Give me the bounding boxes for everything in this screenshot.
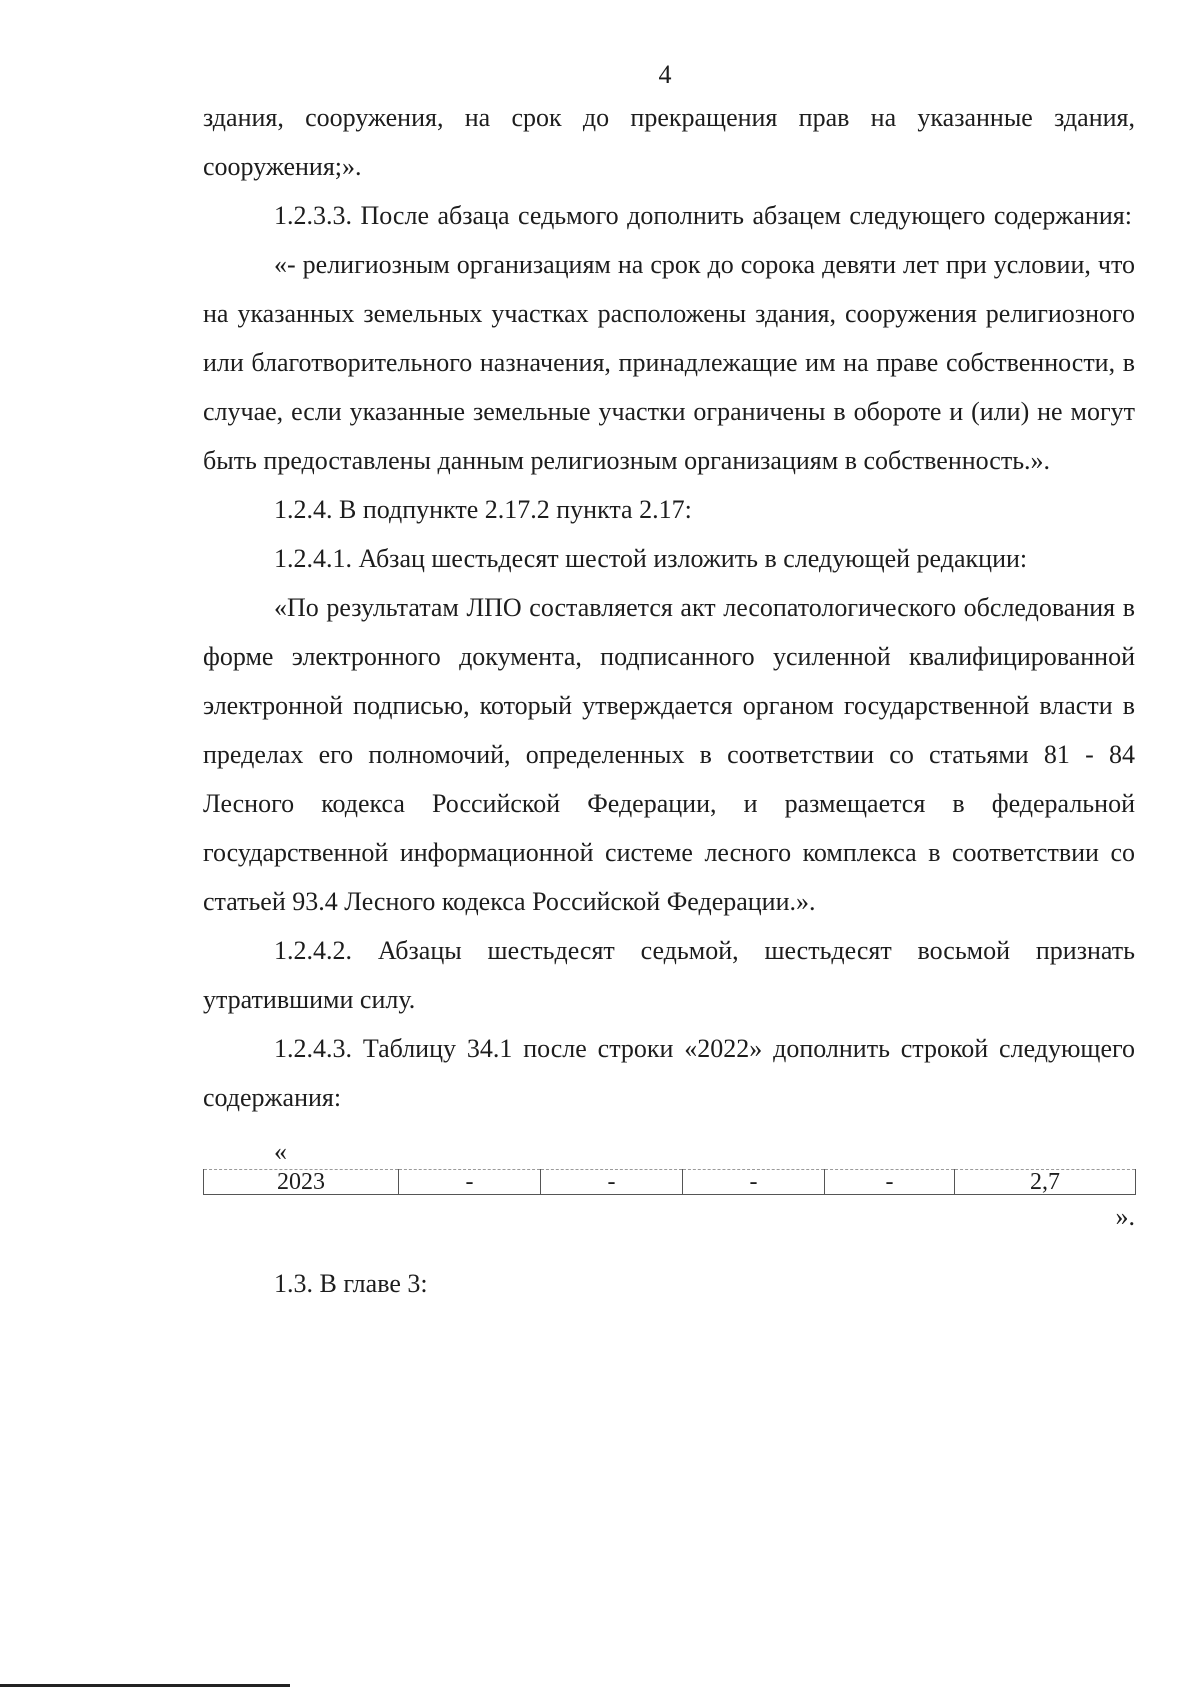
table-cell-value: 2,7 xyxy=(955,1170,1136,1195)
paragraph-continuation: здания, сооружения, на срок до прекращения прав на указанные здания, сооружения;». xyxy=(203,103,1135,181)
paragraph-lpo-act: «По результатам ЛПО составляется акт лесопатологического обследования в форме электронного документа, подписанного усиленной квалифицированной электронной подписью, который утверждается органом государственной власти в пределах его полномочий, определенных в соответствии со статьями 81 - 84 Лесного кодекса Российской Федерации, и размещается в федеральной государственной информационной системе лесного комплекса в соответствии со статьей 93.4 Лесного кодекса Российской Федерации.». xyxy=(203,593,1135,916)
paragraph-1-2-4-2: 1.2.4.2. Абзацы шестьдесят седьмой, шестьдесят восьмой признать утратившими силу. xyxy=(203,936,1135,1014)
table-open-quote: « xyxy=(274,1137,287,1166)
table-cell: - xyxy=(683,1170,825,1195)
table-row xyxy=(204,1170,1136,1195)
page-number: 4 xyxy=(658,60,672,89)
bottom-rule xyxy=(0,1684,290,1687)
table-close-quote: ». xyxy=(1115,1202,1135,1231)
paragraph-1-2-3-3: 1.2.3.3. После абзаца седьмого дополнить абзацем следующего содержания: xyxy=(274,201,1132,230)
paragraph-religious-organizations: «- религиозным организациям на срок до сорока девяти лет при условии, что на указанных земельных участках расположены здания, сооружения религиозного или благотворительного назначения, принадлежащие им на праве собственности, в случае, если указанные земельные участки ограничены в обороте и (или) не могут быть предоставлены данным религиозным организациям в собственность.». xyxy=(203,250,1135,475)
document-body xyxy=(203,93,1135,1308)
table-cell: - xyxy=(541,1170,683,1195)
table-cell: - xyxy=(825,1170,955,1195)
paragraph-1-2-4-3: 1.2.4.3. Таблицу 34.1 после строки «2022» дополнить строкой следующего содержания: xyxy=(203,1034,1135,1112)
paragraph-1-2-4-1: 1.2.4.1. Абзац шестьдесят шестой изложить в следующей редакции: xyxy=(274,544,1028,573)
inserted-table xyxy=(203,1169,1136,1195)
table-cell-year: 2023 xyxy=(204,1170,399,1195)
table-cell: - xyxy=(399,1170,541,1195)
paragraph-1-2-4: 1.2.4. В подпункте 2.17.2 пункта 2.17: xyxy=(274,495,692,524)
section-heading: 1.3. В главе 3: xyxy=(274,1269,428,1298)
